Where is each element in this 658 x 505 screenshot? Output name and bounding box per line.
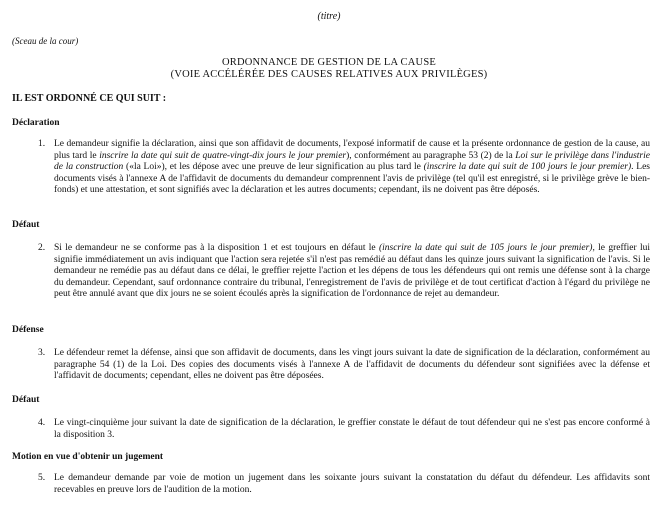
ordered-statement: IL EST ORDONNÉ CE QUI SUIT : [12, 93, 167, 104]
text-segment: Le défendeur remet la défense, ainsi que son affidavit de documents, dans les vingt jours suivant la date de signification de la déclaration, conformément au paragraphe 54 (1) de la Loi. Des copies des documents visés à l'annexe A de l'affidavit de documents du défendeur sont signifiées avec la défense et l'affidavit de documents; cependant, elles ne doivent pas être déposées. [54, 348, 650, 381]
paragraph-text [54, 348, 650, 383]
paragraph-text [54, 418, 650, 441]
text-segment: Le vingt-cinquième jour suivant la date de signification de la déclaration, le greffier constate le défaut de tout défendeur qui ne s'est pas encore conformé à la disposition 3. [54, 418, 650, 440]
text-segment: («la Loi»), et les dépose avec une preuve de leur signification au plus tard le [123, 162, 424, 172]
document-subheading: (VOIE ACCÉLÉRÉE DES CAUSES RELATIVES AUX PRIVILÈGES) [170, 69, 488, 80]
paragraph-text [54, 473, 650, 496]
paragraph-number: 4. [38, 418, 46, 428]
section-title: Défaut [12, 220, 40, 230]
text-segment: Le demandeur demande par voie de motion un jugement dans les soixante jours suivant la constatation du défaut du défendeur. Les affidavits sont recevables en preuve lors de l'audition de la motion. [54, 473, 650, 495]
italic-text-segment: (inscrire la date qui suit de 100 jours le jour premier) [423, 162, 632, 172]
section-title: Déclaration [12, 118, 60, 128]
text-segment: Le demandeur signifie la déclaration, ainsi que son affidavit de documents, l'exposé informatif de cause et la présente ordonnance de gestion de la cause, au plus tard le [54, 139, 650, 161]
text-segment: . Les documents visés à l'annexe A de l'affidavit de documents du demandeur comprennent l'avis de privilège (tel qu'il est enregistré, si le privilège grève le bien-fonds) et une attestation, et sont signifiés avec la déclaration et les autres documents; cependant, ils ne doivent pas être déposés. [54, 162, 650, 195]
section-title: Défense [12, 325, 44, 335]
section-title: Défaut [12, 395, 40, 405]
text-segment: , le greffier lui signifie immédiatement un avis indiquant que l'action sera rejetée s'il n'est pas remédié au défaut dans les quinze jours suivant la signification de l'avis. Si le demandeur ne remédie pas au défaut dans ce délai, le greffier rejette l'action et les dépens de tous les défendeurs qui ont remis une défense sont à la charge du demandeur. Cependant, sauf ordonnance contraire du tribunal, l'enregistrement de l'avis de privilège et de tout certificat d'action à l'égard du privilège ne peut être annulé avant que dix jours ne se soient écoulés après la signification de l'ordonnance de rejet au demandeur. [54, 243, 650, 299]
text-segment: Si le demandeur ne se conforme pas à la disposition 1 et est toujours en défaut le [54, 243, 379, 253]
paragraph-number: 1. [38, 139, 46, 149]
italic-text-segment: (inscrire la date qui suit de 105 jours le jour premier) [378, 243, 593, 253]
paragraph-number: 2. [38, 243, 46, 253]
court-seal-label: (Sceau de la cour) [12, 36, 79, 46]
paragraph-text [54, 139, 650, 197]
title-placeholder: (titre) [317, 11, 341, 22]
text-segment: ), conformément au paragraphe 53 (2) de la [346, 150, 516, 161]
italic-text-segment: Loi sur le privilège dans l'industrie de la construction [54, 150, 650, 172]
document-heading: ORDONNANCE DE GESTION DE LA CAUSE [222, 57, 436, 68]
paragraph-text [54, 243, 650, 301]
italic-text-segment: inscrire la date qui suit de quatre-vingt-dix jours le jour premier [99, 150, 347, 161]
section-title: Motion en vue d'obtenir un jugement [12, 452, 164, 462]
paragraph-number: 5. [38, 473, 46, 483]
paragraph-number: 3. [38, 348, 46, 358]
